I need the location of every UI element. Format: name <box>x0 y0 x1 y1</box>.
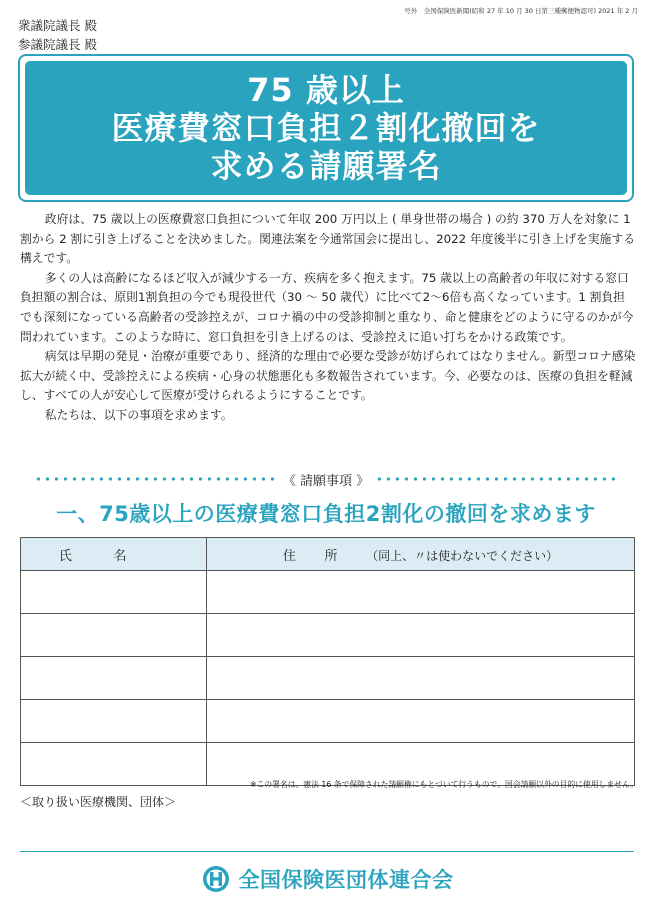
body-paragraph-2: 多くの人は高齢になるほど収入が減少する一方、疾病を多く抱えます。75 歳以上の高齢者の年収に対する窓口負担額の割合は、原則1割負担の今でも現役世代（30 ～ 50 歳代）に比べて2～6倍も高くなっています。1 割負担でも深刻になっている高齢者の受診控えが、コロナ禍の中の受診抑制と重なり、命と健康をどのように守るのかが今問われています。このような時に、窓口負担を引き上げるのは、受診控えに追い打ちをかける政策です。 <box>20 270 634 344</box>
signature-row <box>21 614 635 657</box>
body-paragraph-4: 私たちは、以下の事項を求めます。 <box>44 407 233 422</box>
dotted-rule-right <box>375 477 618 481</box>
addressee-upper-house: 参議院議長 殿 <box>18 37 97 52</box>
petition-items-heading: 《 請願事項 》 <box>282 473 370 489</box>
handling-organization-label: ＜取り扱い医療機関、団体＞ <box>20 795 177 809</box>
header-address: 住所（同上、〃は使わないでください） <box>207 538 635 571</box>
addressee-block <box>18 16 97 54</box>
address-cell[interactable] <box>207 657 635 700</box>
petition-request: 一、75歳以上の医療費窓口負担2割化の撤回を求めます <box>56 502 596 526</box>
petition-body <box>20 210 636 426</box>
footer-divider <box>20 851 634 852</box>
signature-row <box>21 571 635 614</box>
name-cell[interactable] <box>21 743 207 786</box>
title-banner-fill <box>25 61 627 195</box>
name-cell[interactable] <box>21 700 207 743</box>
signature-row <box>21 657 635 700</box>
title-banner <box>18 54 634 202</box>
newspaper-header-note: 号外 全国保険医新聞(昭和 27 年 10 月 30 日第三種郵便物認可) 2021 年 2 月 <box>404 7 638 15</box>
footer-organization <box>0 864 652 894</box>
title-line-3: 求める請願署名 <box>210 147 442 185</box>
addressee-lower-house: 衆議院議長 殿 <box>18 18 97 33</box>
dotted-rule-left <box>34 477 277 481</box>
address-cell[interactable] <box>207 571 635 614</box>
name-cell[interactable] <box>21 614 207 657</box>
petition-items-divider <box>34 469 618 489</box>
header-name: 氏名 <box>21 538 207 571</box>
name-cell[interactable] <box>21 571 207 614</box>
signature-row <box>21 700 635 743</box>
address-cell[interactable] <box>207 614 635 657</box>
title-line-1: 75 歳以上 <box>247 71 405 109</box>
body-paragraph-1: 政府は、75 歳以上の医療費窓口負担について年収 200 万円以上 ( 単身世帯の場合 ) の約 370 万人を対象に 1 割から 2 割に引き上げることを決めました。関連法案を今通常国会に提出し、2022 年度後半に引き上げを実施する構えです。 <box>20 212 636 266</box>
signature-table-header <box>21 538 635 571</box>
address-cell[interactable] <box>207 700 635 743</box>
organization-logo-icon <box>199 864 233 894</box>
body-paragraph-3: 病気は早期の発見・治療が重要であり、経済的な理由で必要な受診が妨げられてはなりません。新型コロナ感染拡大が続く中、受診控えによる疾病・心身の状態悪化も多数報告されています。今、必要なのは、医療の負担を軽減し、すべての人が安心して医療が受けられるようにすることです。 <box>20 349 636 403</box>
title-line-2: 医療費窓口負担２割化撤回を <box>111 109 541 147</box>
signature-table <box>20 537 635 786</box>
legal-note: ※この署名は、憲法 16 条で保障された請願権にもとづいて行うもので、国会請願以外の目的に使用しません。 <box>249 780 638 789</box>
organization-name: 全国保険医団体連合会 <box>238 868 454 892</box>
name-cell[interactable] <box>21 657 207 700</box>
